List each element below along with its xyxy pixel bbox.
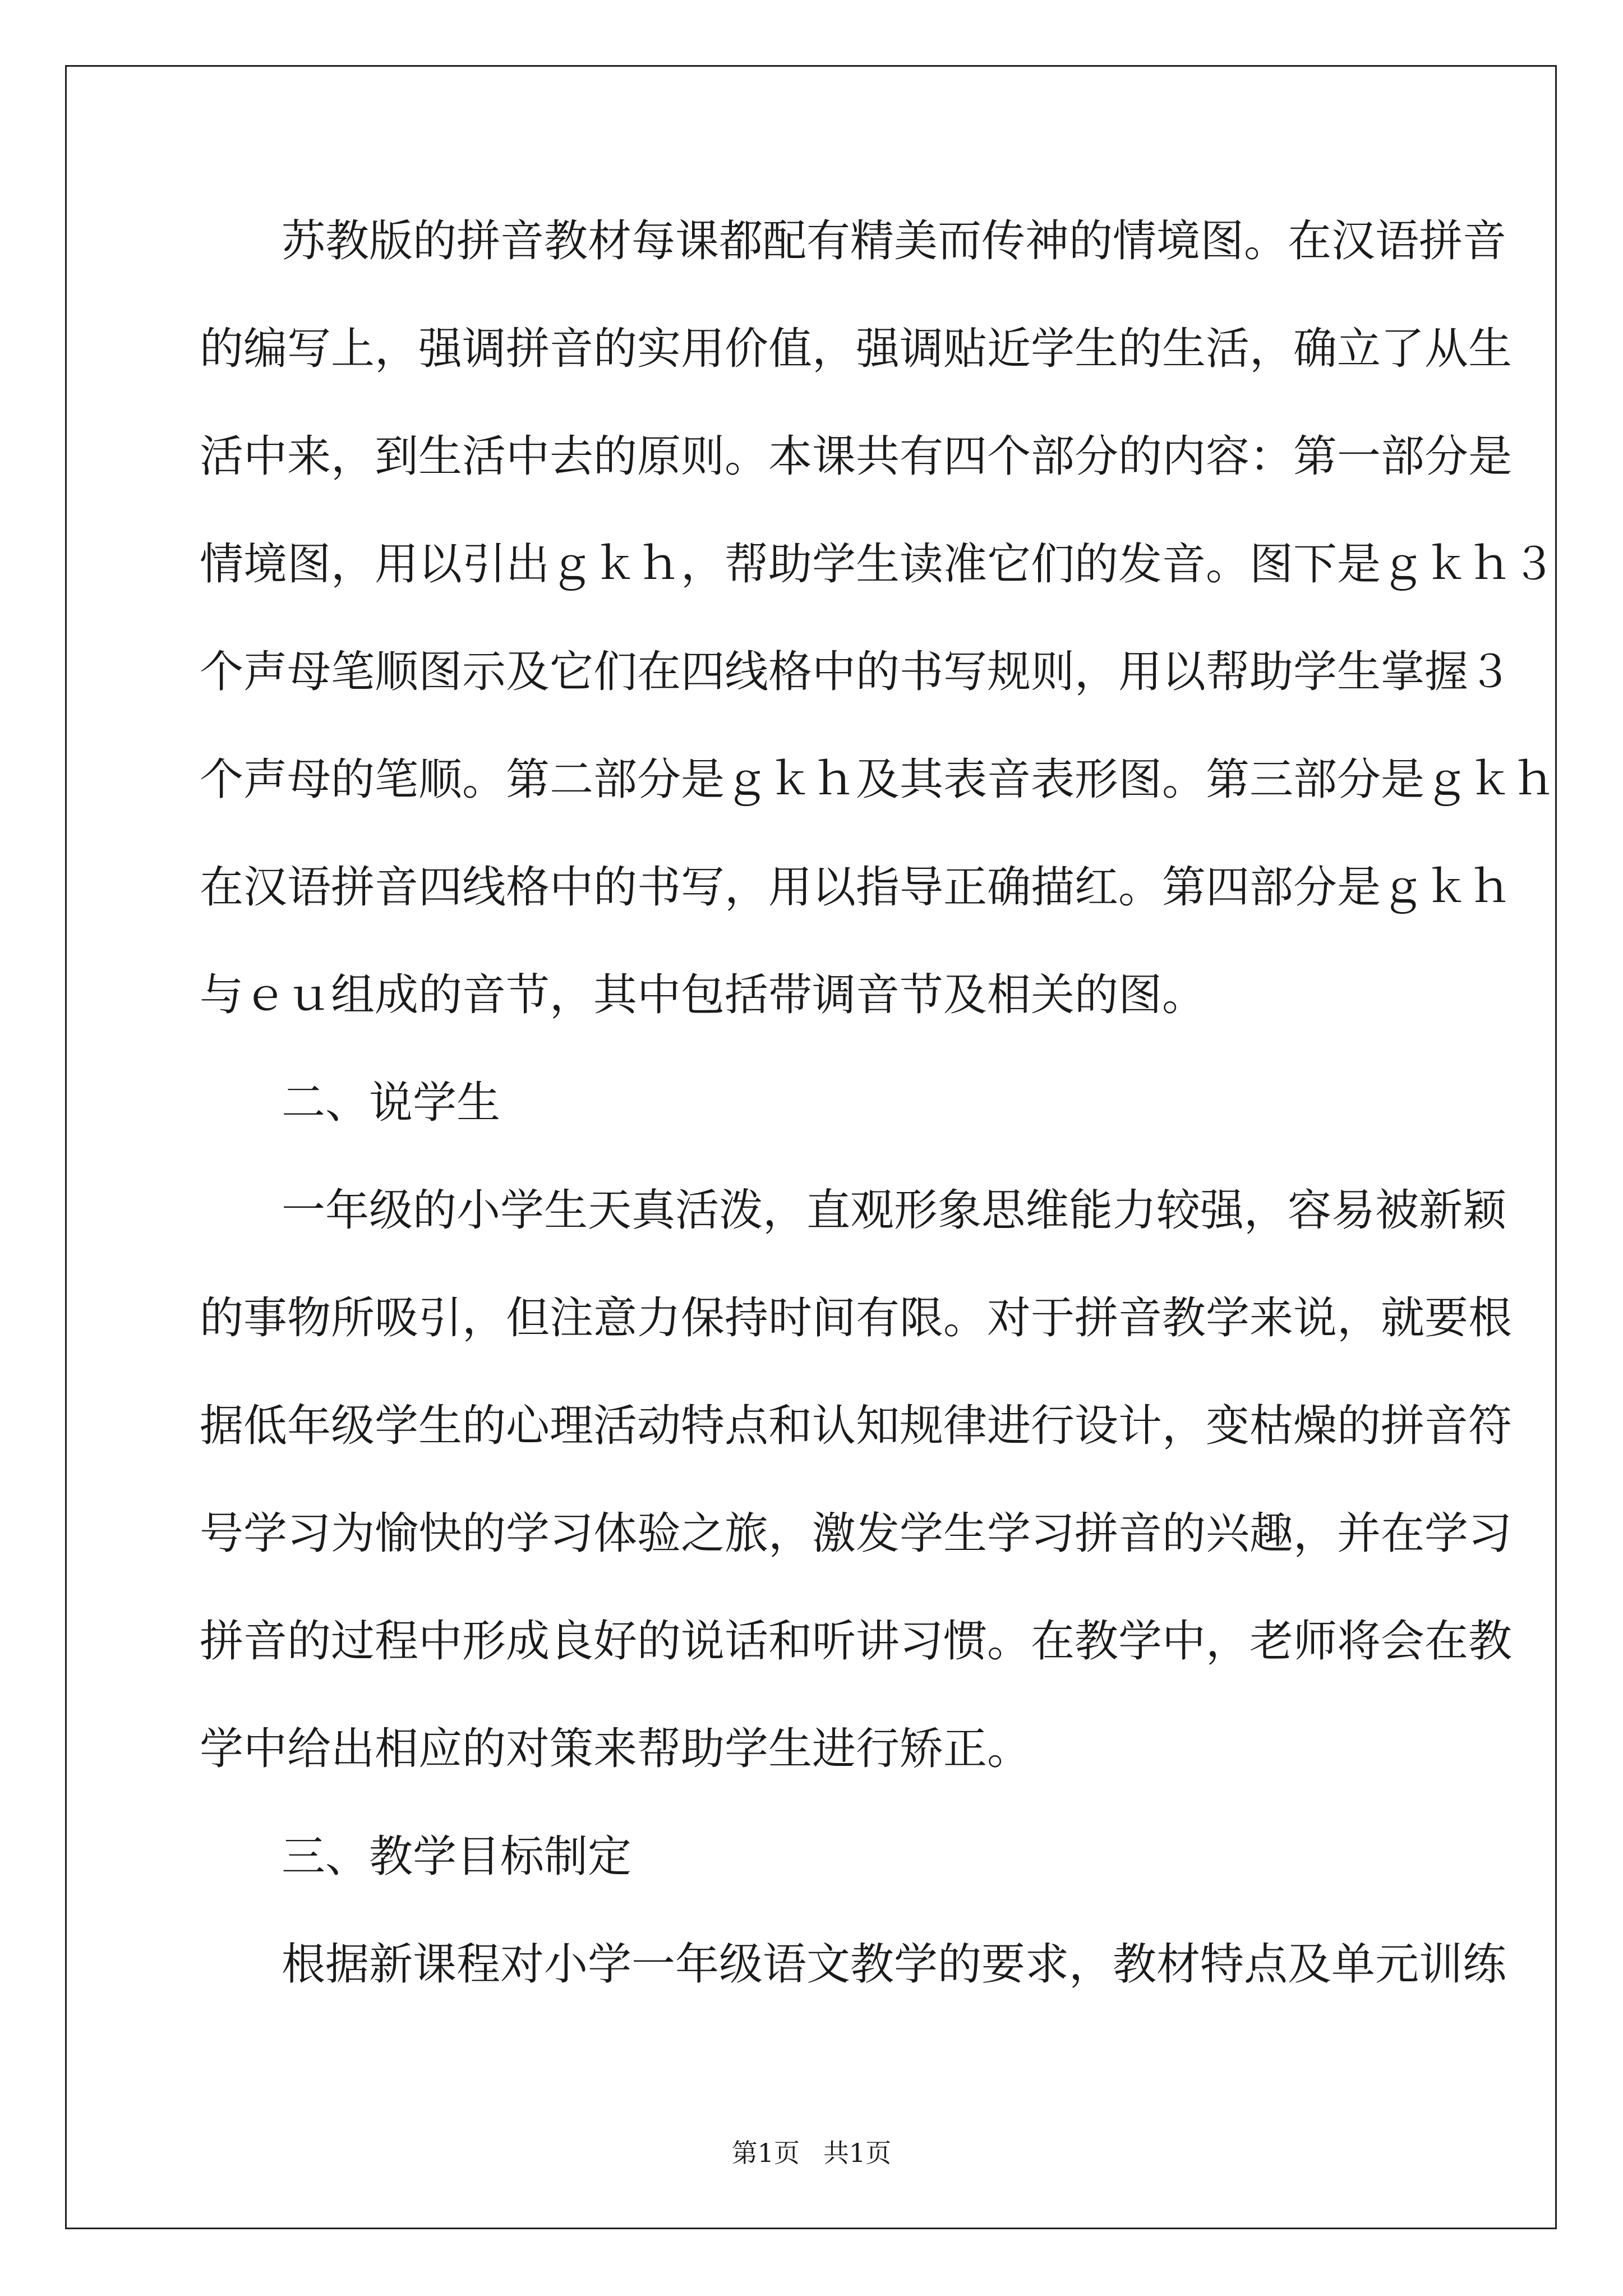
paragraph-line: 活中来，到生活中去的原则。本课共有四个部分的内容：第一部分是 — [200, 431, 1513, 482]
paragraph-line: 据低年级学生的心理活动特点和认知规律进行设计，变枯燥的拼音符 — [200, 1401, 1513, 1451]
page-footer — [0, 2136, 1623, 2170]
page-number: 第1页 — [731, 2138, 800, 2168]
paragraph-line: 苏教版的拼音教材每课都配有精美而传神的情境图。在汉语拼音 — [282, 216, 1507, 266]
paragraph-line: 学中给出相应的对策来帮助学生进行矫正。 — [200, 1724, 1031, 1774]
page-frame — [65, 65, 1557, 2229]
paragraph-line: 与ｅｕ组成的音节，其中包括带调音节及相关的图。 — [200, 970, 1206, 1020]
paragraph-line: 一年级的小学生天真活泼，直观形象思维能力较强，容易被新颖 — [282, 1185, 1507, 1236]
paragraph-line: 拼音的过程中形成良好的说话和听讲习惯。在教学中，老师将会在教 — [200, 1616, 1513, 1667]
section-heading: 二、说学生 — [282, 1078, 501, 1128]
paragraph-line: 根据新课程对小学一年级语文教学的要求，教材特点及单元训练 — [282, 1939, 1507, 1990]
paragraph-line: 个声母的笔顺。第二部分是ｇｋｈ及其表音表形图。第三部分是ｇｋｈ — [200, 754, 1556, 805]
paragraph-line: 的事物所吸引，但注意力保持时间有限。对于拼音教学来说，就要根 — [200, 1293, 1513, 1343]
paragraph-line: 在汉语拼音四线格中的书写，用以指导正确描红。第四部分是ｇｋｈ — [200, 862, 1513, 913]
paragraph-line: 情境图，用以引出ｇｋｈ，帮助学生读准它们的发音。图下是ｇｋｈ３ — [200, 539, 1556, 590]
paragraph-line: 号学习为愉快的学习体验之旅，激发学生学习拼音的兴趣，并在学习 — [200, 1508, 1513, 1559]
paragraph-line: 的编写上，强调拼音的实用价值，强调贴近学生的生活，确立了从生 — [200, 324, 1513, 374]
paragraph-line: 个声母笔顺图示及它们在四线格中的书写规则，用以帮助学生掌握３ — [200, 647, 1513, 697]
page-total: 共1页 — [823, 2138, 892, 2168]
section-heading: 三、教学目标制定 — [282, 1832, 632, 1882]
